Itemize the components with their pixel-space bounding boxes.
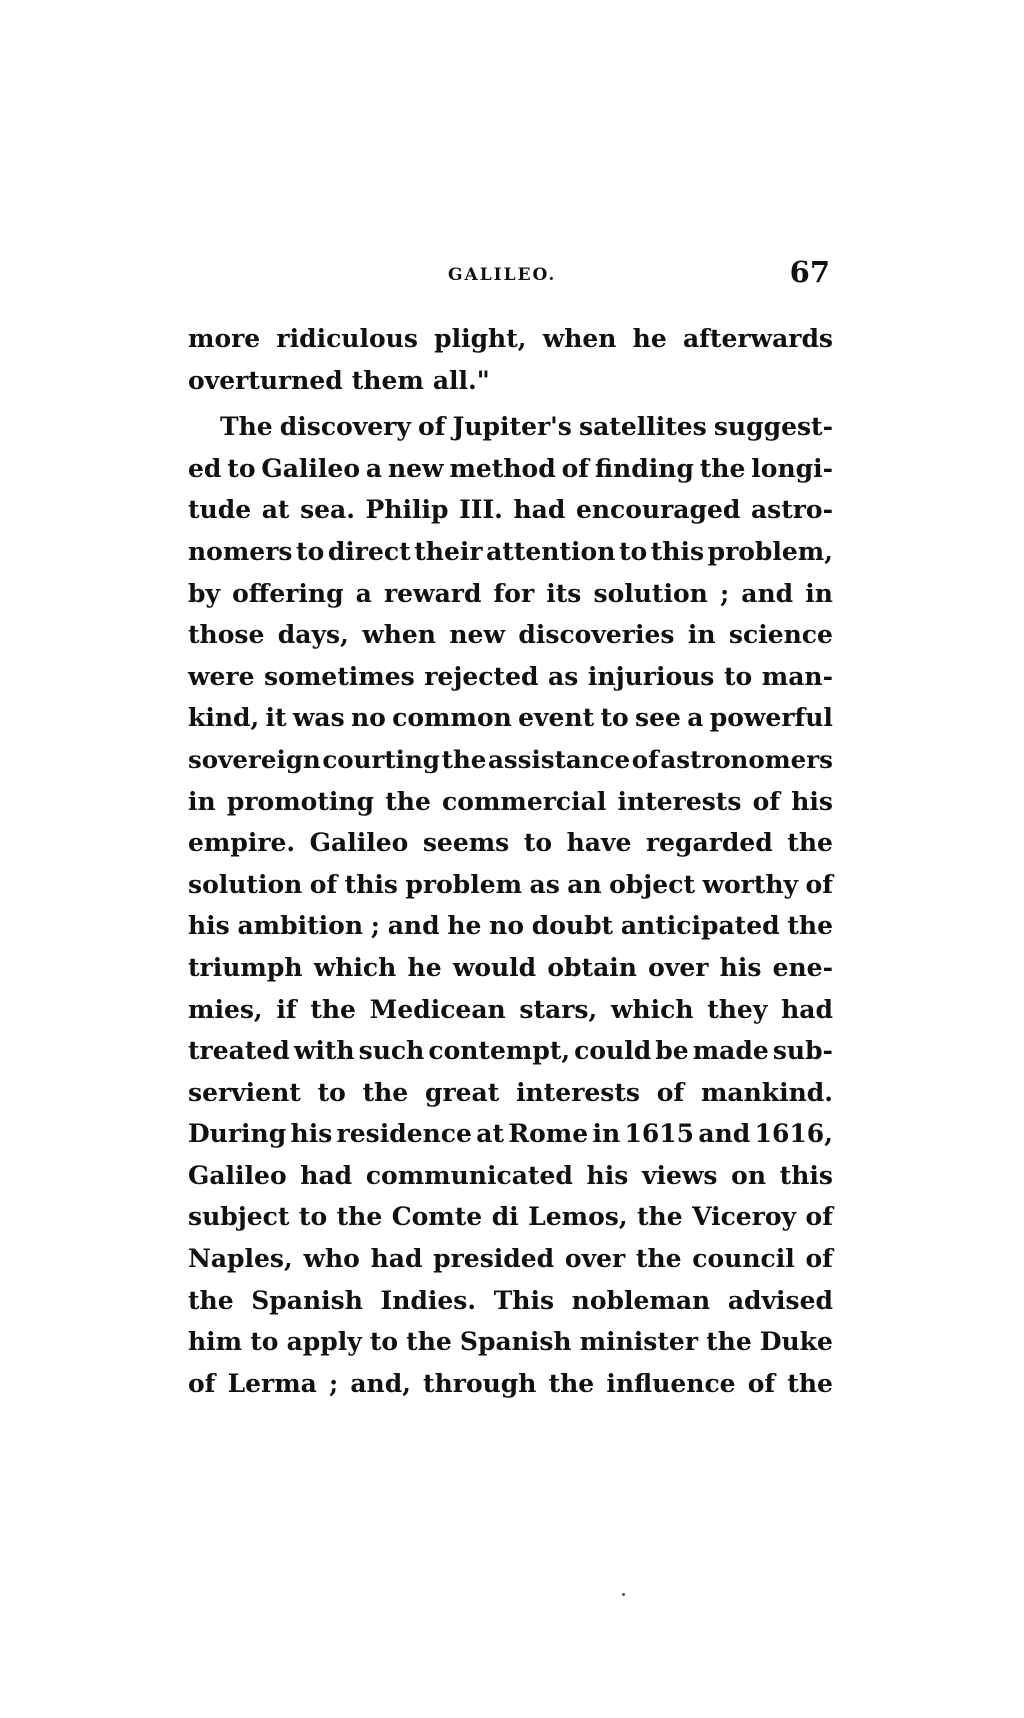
text-line: those days, when new discoveries in science [188, 620, 833, 650]
text-line: overturned them all." [188, 365, 490, 395]
text-line: kind, it was no common event to see a powerful [188, 703, 833, 733]
text-line: The discovery of Jupiter's satellites suggest- [220, 412, 833, 442]
text-line: in promoting the commercial interests of his [188, 786, 833, 816]
text-line: solution of this problem as an object worthy of [188, 869, 833, 899]
text-line: were sometimes rejected as injurious to man- [188, 661, 833, 691]
text-line: Naples, who had presided over the council of [188, 1244, 833, 1274]
text-line: mies, if the Medicean stars, which they had [188, 994, 833, 1024]
text-line: triumph which he would obtain over his ene- [188, 952, 833, 982]
text-line: of Lerma ; and, through the influence of the [188, 1368, 833, 1398]
text-line: the Spanish Indies. This nobleman advised [188, 1285, 833, 1315]
text-line: Galileo had communicated his views on this [188, 1160, 833, 1190]
running-title: GALILEO. [448, 265, 557, 285]
text-line: subject to the Comte di Lemos, the Viceroy of [188, 1202, 833, 1232]
text-line: During his residence at Rome in 1615 and 1616, [188, 1119, 833, 1149]
body-text [188, 318, 833, 1404]
text-line: treated with such contempt, could be made sub- [188, 1036, 833, 1066]
text-line: nomers to direct their attention to this problem, [188, 536, 833, 566]
text-line: more ridiculous plight, when he afterwards [188, 324, 833, 353]
text-line: servient to the great interests of mankind. [188, 1077, 833, 1107]
text-line: tude at sea. Philip III. had encouraged astro- [188, 495, 833, 525]
text-line: empire. Galileo seems to have regarded the [188, 828, 833, 858]
text-line: ed to Galileo a new method of finding the longi- [188, 453, 833, 483]
text-line: his ambition ; and he no doubt anticipated the [188, 911, 833, 941]
page-number: 67 [789, 255, 830, 289]
print-speck [622, 1593, 625, 1596]
text-line: him to apply to the Spanish minister the Duke [188, 1327, 833, 1357]
text-line: sovereign courting the assistance of astronomers [188, 744, 833, 774]
running-header [188, 255, 838, 295]
text-line: by offering a reward for its solution ; and in [188, 578, 833, 608]
